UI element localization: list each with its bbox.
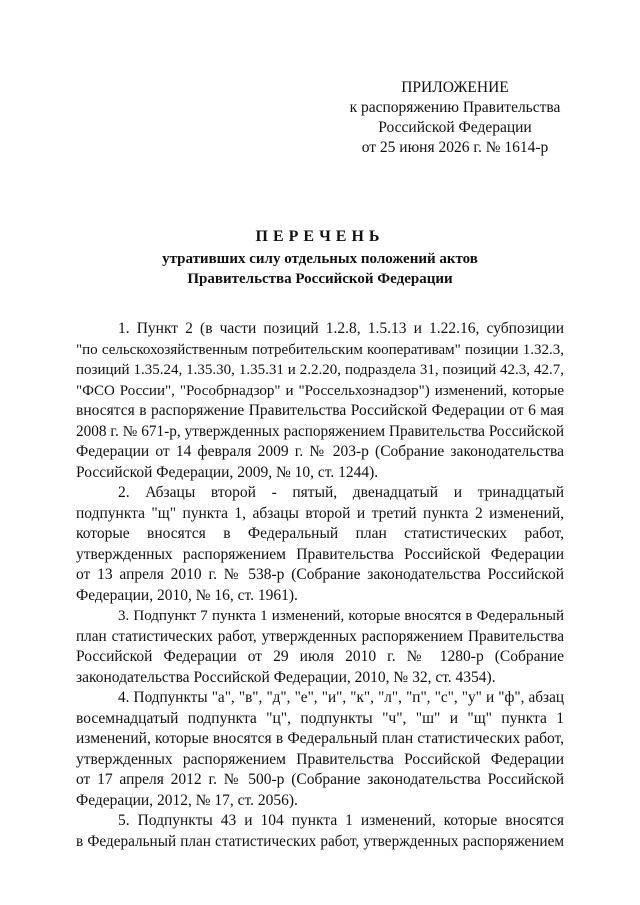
- paragraph-1-line: вносятся в распоряжение Правительства Российской Федерации от 6 мая: [76, 402, 564, 419]
- document-subtitle: [0, 249, 640, 289]
- paragraph-3-line: 3. Подпункт 7 пункта 1 изменений, которые вносятся в Федеральный: [118, 608, 564, 624]
- appendix-date-number: от 25 июня 2026 г. № 1614-р: [361, 139, 549, 156]
- paragraph-2-line: Федерации, 2010, № 16, ст. 1961).: [76, 586, 298, 604]
- paragraph-5-line: 5. Подпункты 43 и 104 пункта 1 изменений, которые вносятся: [118, 812, 564, 829]
- subtitle-line: утративших силу отдельных положений актов: [162, 251, 478, 267]
- subtitle-line: Правительства Российской Федерации: [187, 271, 453, 287]
- paragraph-1-line: Федерации от 14 февраля 2009 г. № 203-р (Собрание законодательства: [76, 443, 564, 460]
- paragraph-2-line: утвержденных распоряжением Правительства Российской Федерации: [76, 545, 564, 563]
- appendix-title: ПРИЛОЖЕНИЕ: [401, 79, 509, 96]
- paragraph-2-line: которые вносятся в Федеральный план статистических работ,: [76, 525, 564, 542]
- paragraph-4-line: 4. Подпункты "а", "в", "д", "е", "и", "к", "л", "п", "с", "у" и "ф", абзац: [118, 689, 564, 706]
- paragraph-4-line: изменений, которые вносятся в Федеральный план статистических работ,: [76, 730, 564, 747]
- document-body: [76, 319, 564, 852]
- document-title: ПЕРЕЧЕНЬ: [255, 228, 385, 245]
- paragraph-2-line: 2. Абзацы второй - пятый, двенадцатый и тринадцатый: [118, 484, 564, 501]
- appendix-reference: к распоряжению Правительства: [349, 99, 561, 116]
- paragraph-3-line: план статистических работ, утвержденных распоряжением Правительства: [76, 627, 564, 645]
- appendix-header: [300, 78, 610, 158]
- paragraph-4-line: Федерации, 2012, № 17, ст. 2056).: [76, 791, 298, 809]
- appendix-authority: Российской Федерации: [378, 119, 532, 136]
- paragraph-1-line: 1. Пункт 2 (в части позиций 1.2.8, 1.5.13 и 1.22.16, субпозиции: [118, 320, 564, 337]
- paragraph-4-line: от 17 апреля 2012 г. № 500-р (Собрание законодательства Российской: [76, 771, 564, 788]
- paragraph-2-line: подпункта "щ" пункта 1, абзацы второй и третий пункта 2 изменений,: [76, 504, 564, 522]
- paragraph-1-line: 2008 г. № 671-р, утвержденных распоряжением Правительства Российской: [76, 422, 564, 440]
- paragraph-2-line: от 13 апреля 2010 г. № 538-р (Собрание законодательства Российской: [76, 566, 564, 583]
- paragraph-1-line: "по сельскохозяйственным потребительским кооперативам" позиции 1.32.3,: [76, 341, 564, 358]
- paragraph-1-line: "ФСО России", "Рособрнадзор" и "Россельхознадзор") изменений, которые: [76, 382, 564, 399]
- paragraph-1-line: Российской Федерации, 2009, № 10, ст. 1244).: [76, 463, 379, 481]
- paragraph-1-line: позиций 1.35.24, 1.35.30, 1.35.31 и 2.2.20, подраздела 31, позиций 42.3, 42.7,: [76, 362, 564, 378]
- paragraph-3-line: законодательства Российской Федерации, 2010, № 32, ст. 4354).: [76, 668, 496, 686]
- paragraph-4-line: восемнадцатый подпункта "ц", подпункты "ч", "ш" и "щ" пункта 1: [76, 709, 564, 727]
- paragraph-3-line: Российской Федерации от 29 июля 2010 г. № 1280-р (Собрание: [76, 648, 564, 665]
- paragraph-5-line: в Федеральный план статистических работ, утвержденных распоряжением: [76, 832, 564, 850]
- paragraph-4-line: утвержденных распоряжением Правительства Российской Федерации: [76, 750, 564, 768]
